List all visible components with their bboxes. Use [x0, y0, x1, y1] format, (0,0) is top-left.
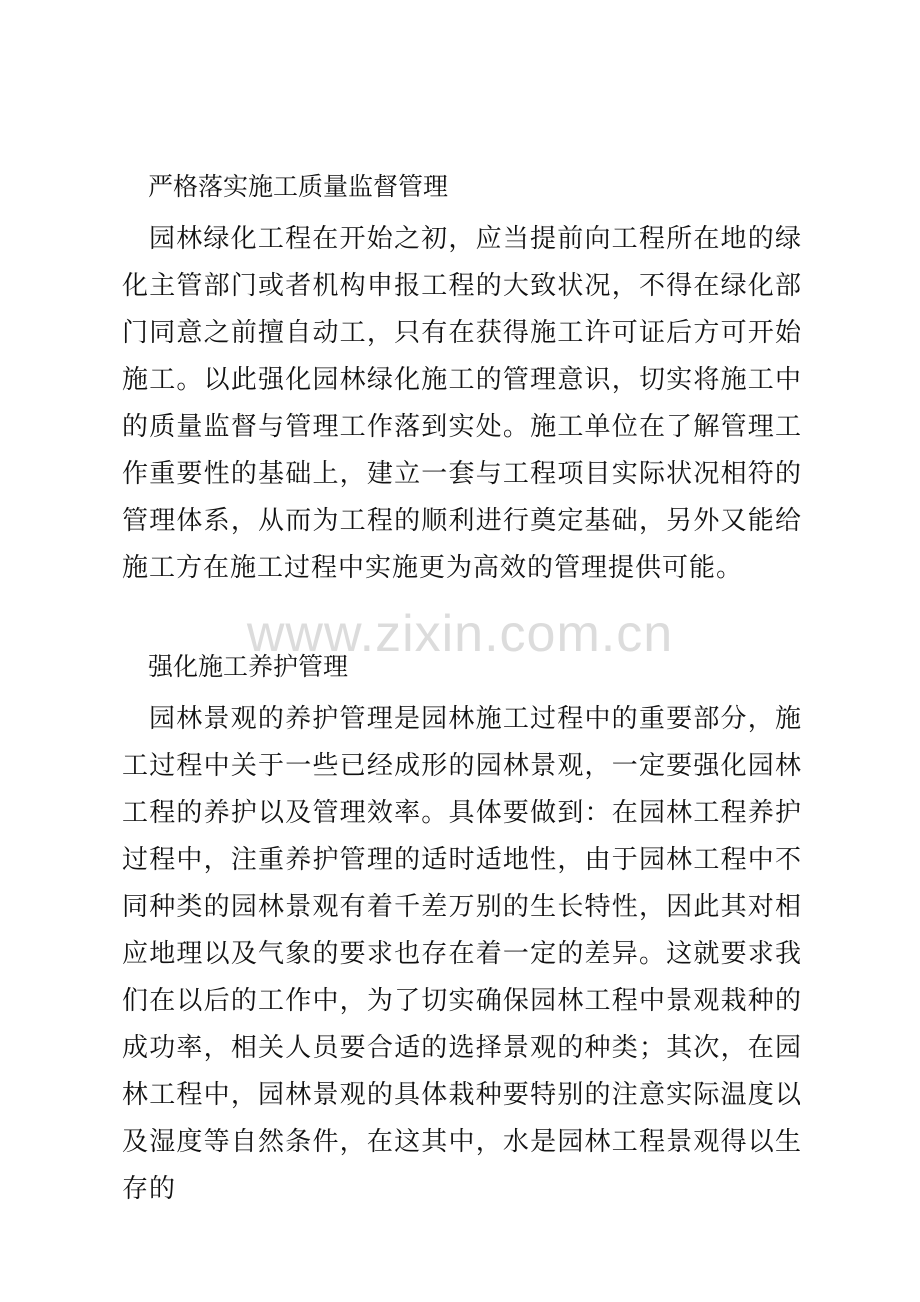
- watermark: www.zixin.com.cn: [246, 605, 674, 663]
- section-paragraph: 园林景观的养护管理是园林施工过程中的重要部分，施工过程中关于一些已经成形的园林景观，一定要强化园林工程的养护以及管理效率。具体要做到：在园林工程养护过程中，注重养护管理的适时适地性，由于园林工程中不同种类的园林景观有着千差万别的生长特性，因此其对相应地理以及气象的要求也存在着一定的差异。这就要求我们在以后的工作中，为了切实确保园林工程中景观栽种的成功率，相关人员要合适的选择景观的种类；其次，在园林工程中，园林景观的具体栽种要特别的注意实际温度以及湿度等自然条件，在这其中，水是园林工程景观得以生存的: [122, 704, 802, 1204]
- section-heading: 强化施工养护管理: [148, 652, 349, 681]
- section-paragraph: 园林绿化工程在开始之初，应当提前向工程所在地的绿化主管部门或者机构申报工程的大致状况，不得在绿化部门同意之前擅自动工，只有在获得施工许可证后方可开始施工。以此强化园林绿化施工的管理意识，切实将施工中的质量监督与管理工作落到实处。施工单位在了解管理工作重要性的基础上，建立一套与工程项目实际状况相符的管理体系，从而为工程的顺利进行奠定基础，另外又能给施工方在施工过程中实施更为高效的管理提供可能。: [122, 224, 802, 583]
- section-heading: 严格落实施工质量监督管理: [148, 172, 449, 201]
